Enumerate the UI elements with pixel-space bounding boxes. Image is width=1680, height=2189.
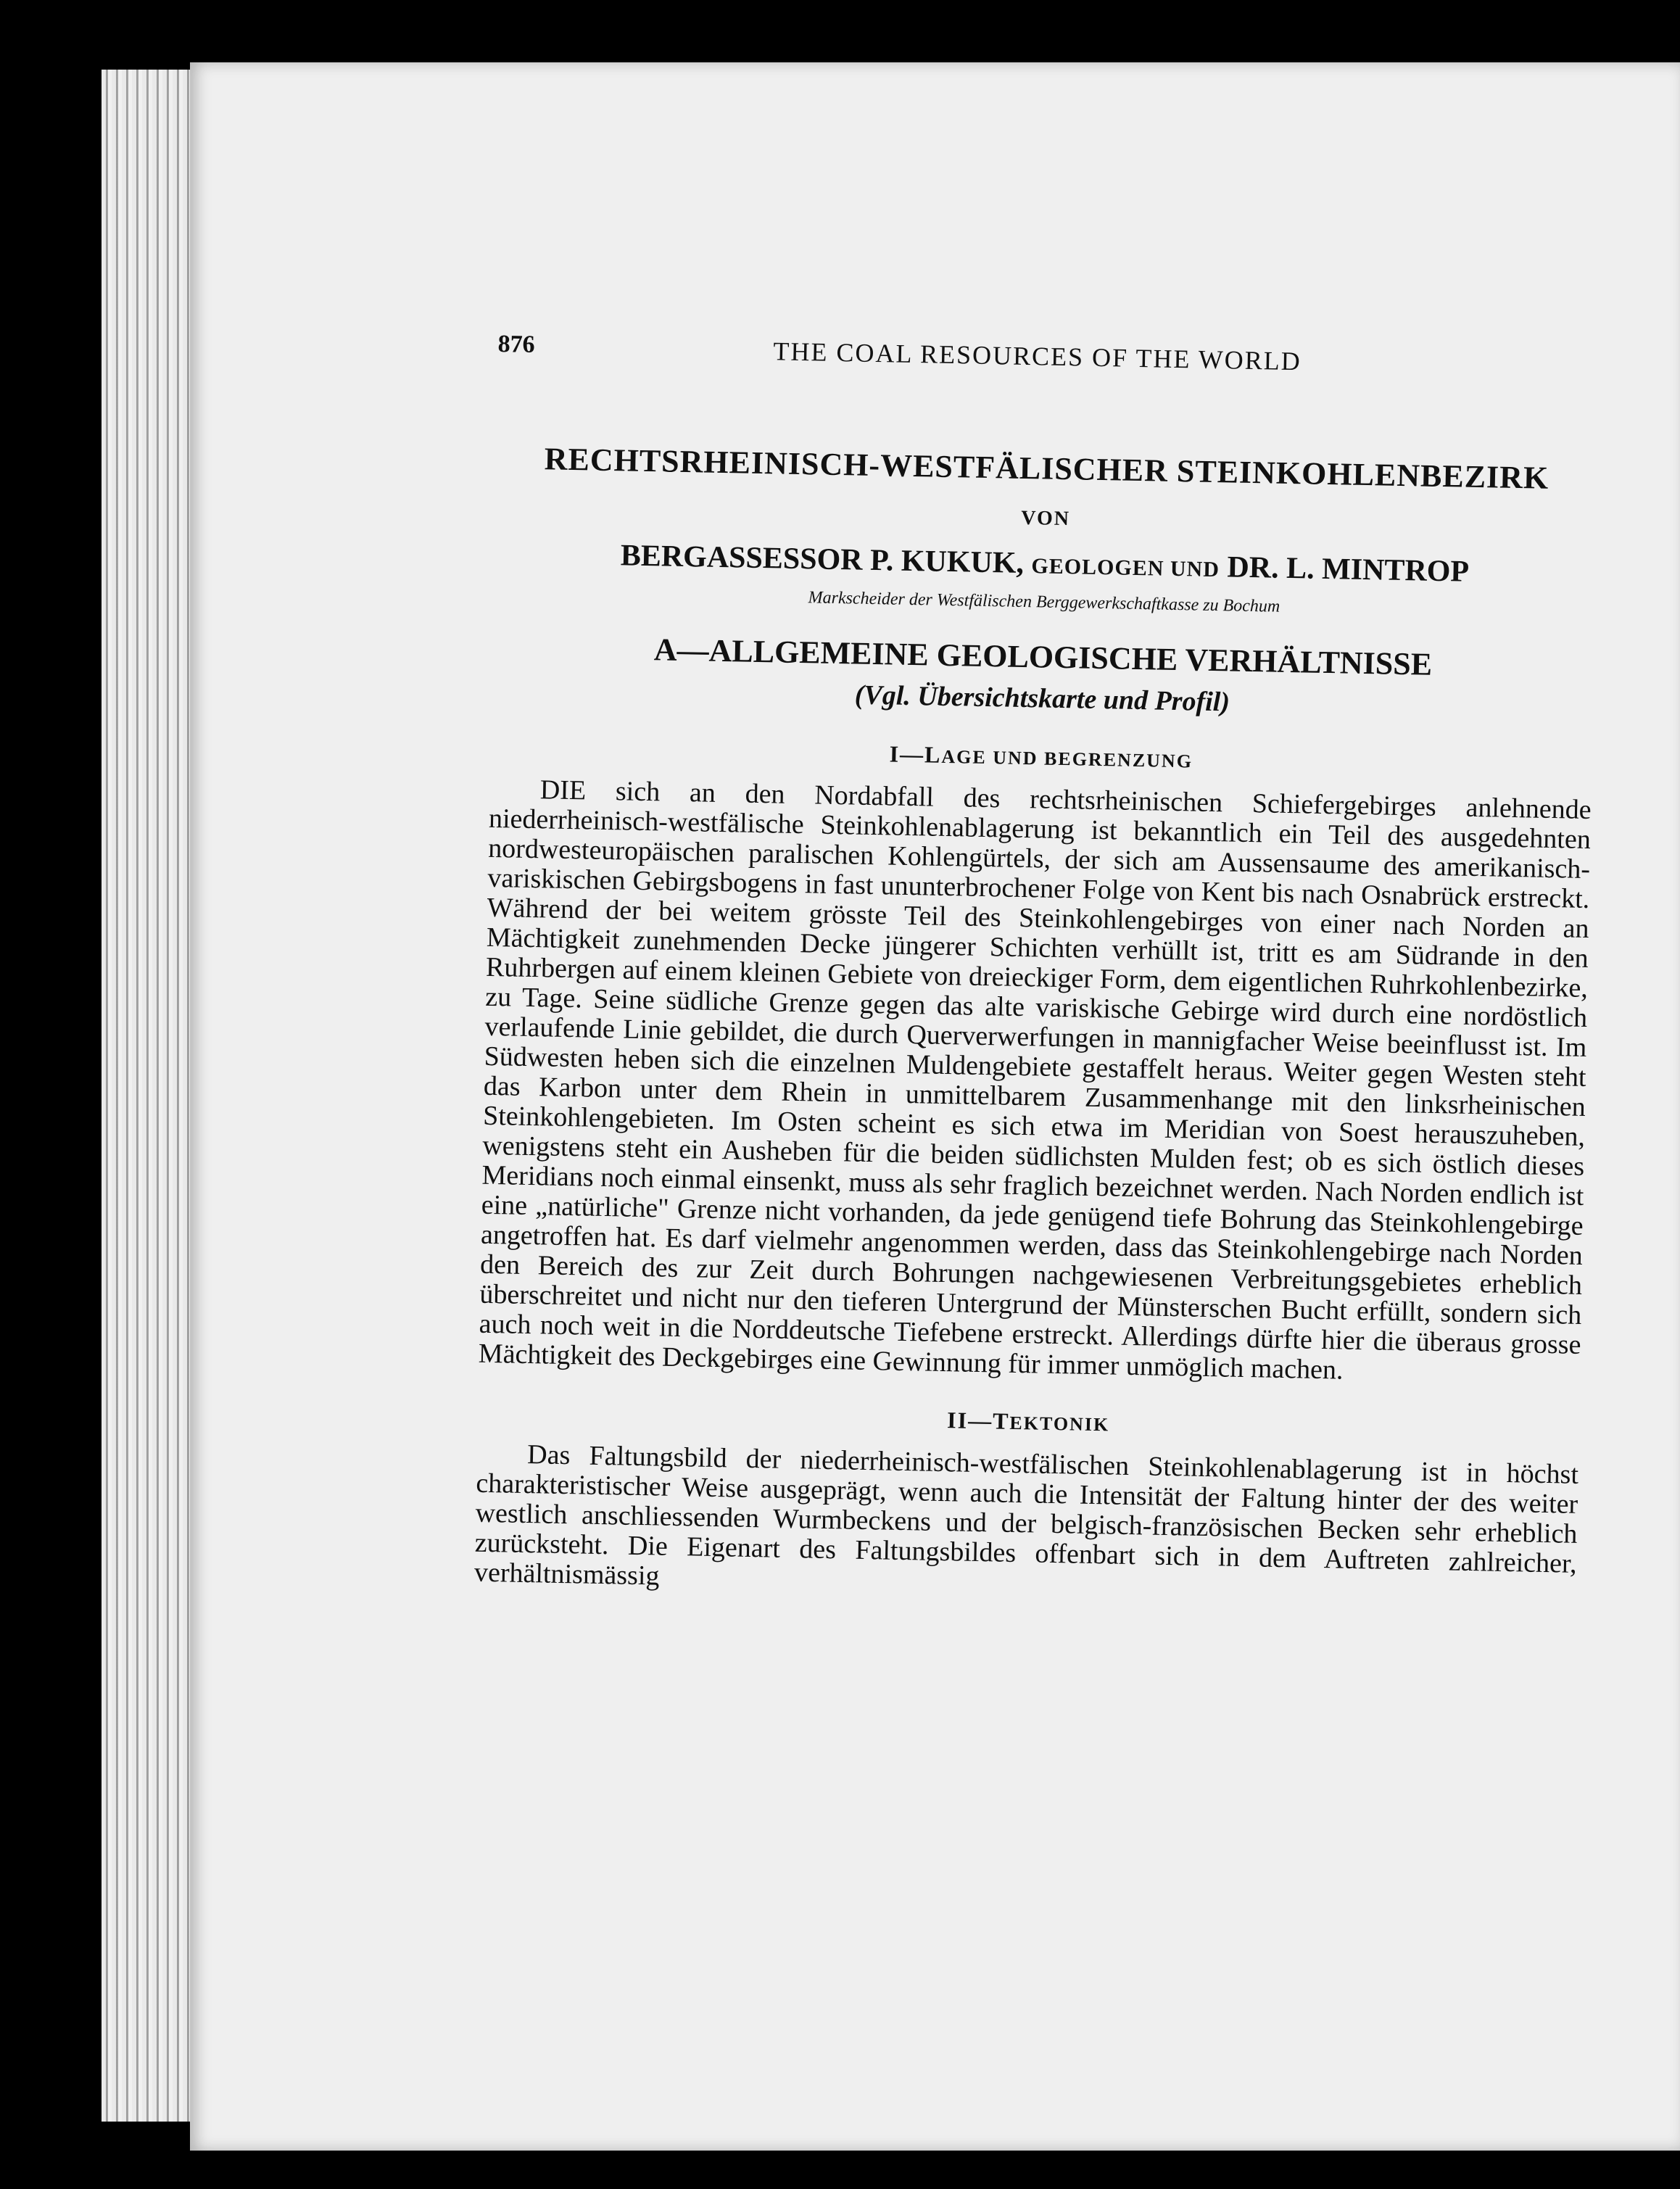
- section-title: A—ALLGEMEINE GEOLOGISCHE VERHÄLTNISSE: [653, 632, 1433, 682]
- paragraph-lage-text: DIE sich an den Nordabfall des rechtsrheinischen Schiefergebirges anlehnende niederrheinisch-westfälische Steinkohlenablagerung ist bekanntlich ein Teil des ausgedehnten nordwesteuropäischen paralischen Kohlengürtels, der sich am Aussensaume des amerikanisch-variskischen Gebirgsbogens in fast ununterbrochener Folge von Kent bis nach Osnabrück erstreckt. Während der bei weitem grösste Teil des Steinkohlengebirges von einer nach Norden an Mächtigkeit zunehmenden Decke jüngerer Schichten verhüllt ist, tritt es am Südrande in den Ruhrbergen auf einem kleinen Gebiete von dreieckiger Form, dem eigentlichen Ruhrkohlenbezirke, zu Tage. Seine südliche Grenze gegen das alte variskische Gebirge wird durch eine nordöstlich verlaufende Linie gebildet, die durch Querverwerfungen in mannigfacher Weise beeinflusst ist. Im Südwesten heben sich die einzelnen Muldengebiete gestaffelt heraus. Weiter gegen Westen steht das Karbon unter dem Rhein in unmittelbarem Zusammenhange mit den linksrheinischen Steinkohlengebieten. Im Osten scheint es sich etwa im Meridian von Soest herauszuheben, wenigstens steht ein Ausheben für die beiden südlichsten Mulden fest; ob es sich östlich dieses Meridians noch einmal einsenkt, muss als sehr fraglich bezeichnet werden. Nach Norden endlich ist eine „natürliche" Grenze nicht vorhanden, da jede genügend tiefe Bohrung das Steinkohlengebirge angetroffen hat. Es darf vielmehr angenommen werden, dass das Steinkohlengebirge nach Norden den Bereich des zur Zeit durch Bohrungen nachgewiesenen Verbreitungsgebietes erheblich überschreitet und nicht nur den tieferen Untergrund der Münsterschen Bucht erfüllt, sondern sich auch noch weit in die Norddeutsche Tiefebene erstreckt. Allerdings dürfte hier die überaus grosse Mächtigkeit des Deckgebirges eine Gewinnung für immer unmöglich machen.: [478, 774, 1592, 1386]
- paragraph-lage: [479, 774, 1592, 1390]
- subsection-heading-tektonik-prefix: II—T: [946, 1407, 1010, 1434]
- author-kukuk: BERGASSESSOR P. KUKUK,: [620, 539, 1025, 580]
- author-connector: GEOLOGEN UND: [1031, 554, 1220, 582]
- section-subtitle: (Vgl. Übersichtskarte und Profil): [854, 679, 1230, 718]
- page-number: 876: [497, 331, 535, 358]
- book-page: [190, 62, 1680, 2151]
- page-content: [474, 331, 1600, 1609]
- paragraph-tektonik-text: Das Faltungsbild der niederrheinisch-westfälischen Steinkohlenablagerung ist in höchst charakteristischer Weise ausgeprägt, wenn auch die Intensität der Faltung hinter der des weiter westlich anschliessenden Wurmbeckens und der belgisch-französischen Becken sehr erheblich zurücksteht. Die Eigenart des Faltungsbildes offenbart sich in dem Auftreten zahlreicher, verhältnismässig: [473, 1439, 1579, 1592]
- authors-line: [494, 536, 1597, 592]
- subsection-heading-tektonik-rest: EKTONIK: [1009, 1412, 1110, 1436]
- paragraph-tektonik: [474, 1439, 1579, 1609]
- running-title: THE COAL RESOURCES OF THE WORLD: [773, 336, 1302, 376]
- subsection-heading-lage: [490, 733, 1592, 781]
- running-head: [497, 331, 1600, 417]
- book-page-edges: [102, 70, 196, 2122]
- subsection-heading-tektonik: [477, 1398, 1579, 1446]
- byline-von: VON: [1021, 506, 1071, 531]
- author-mintrop: DR. L. MINTROP: [1227, 550, 1470, 589]
- subsection-heading-lage-rest: AGE UND BEGRENZUNG: [941, 745, 1193, 772]
- author-affiliation: Markscheider der Westfälischen Berggewerkschaftkasse zu Bochum: [808, 588, 1280, 616]
- subsection-heading-lage-prefix: I—L: [889, 740, 942, 768]
- article-title: RECHTSRHEINISCH-WESTFÄLISCHER STEINKOHLENBEZIRK: [544, 441, 1549, 496]
